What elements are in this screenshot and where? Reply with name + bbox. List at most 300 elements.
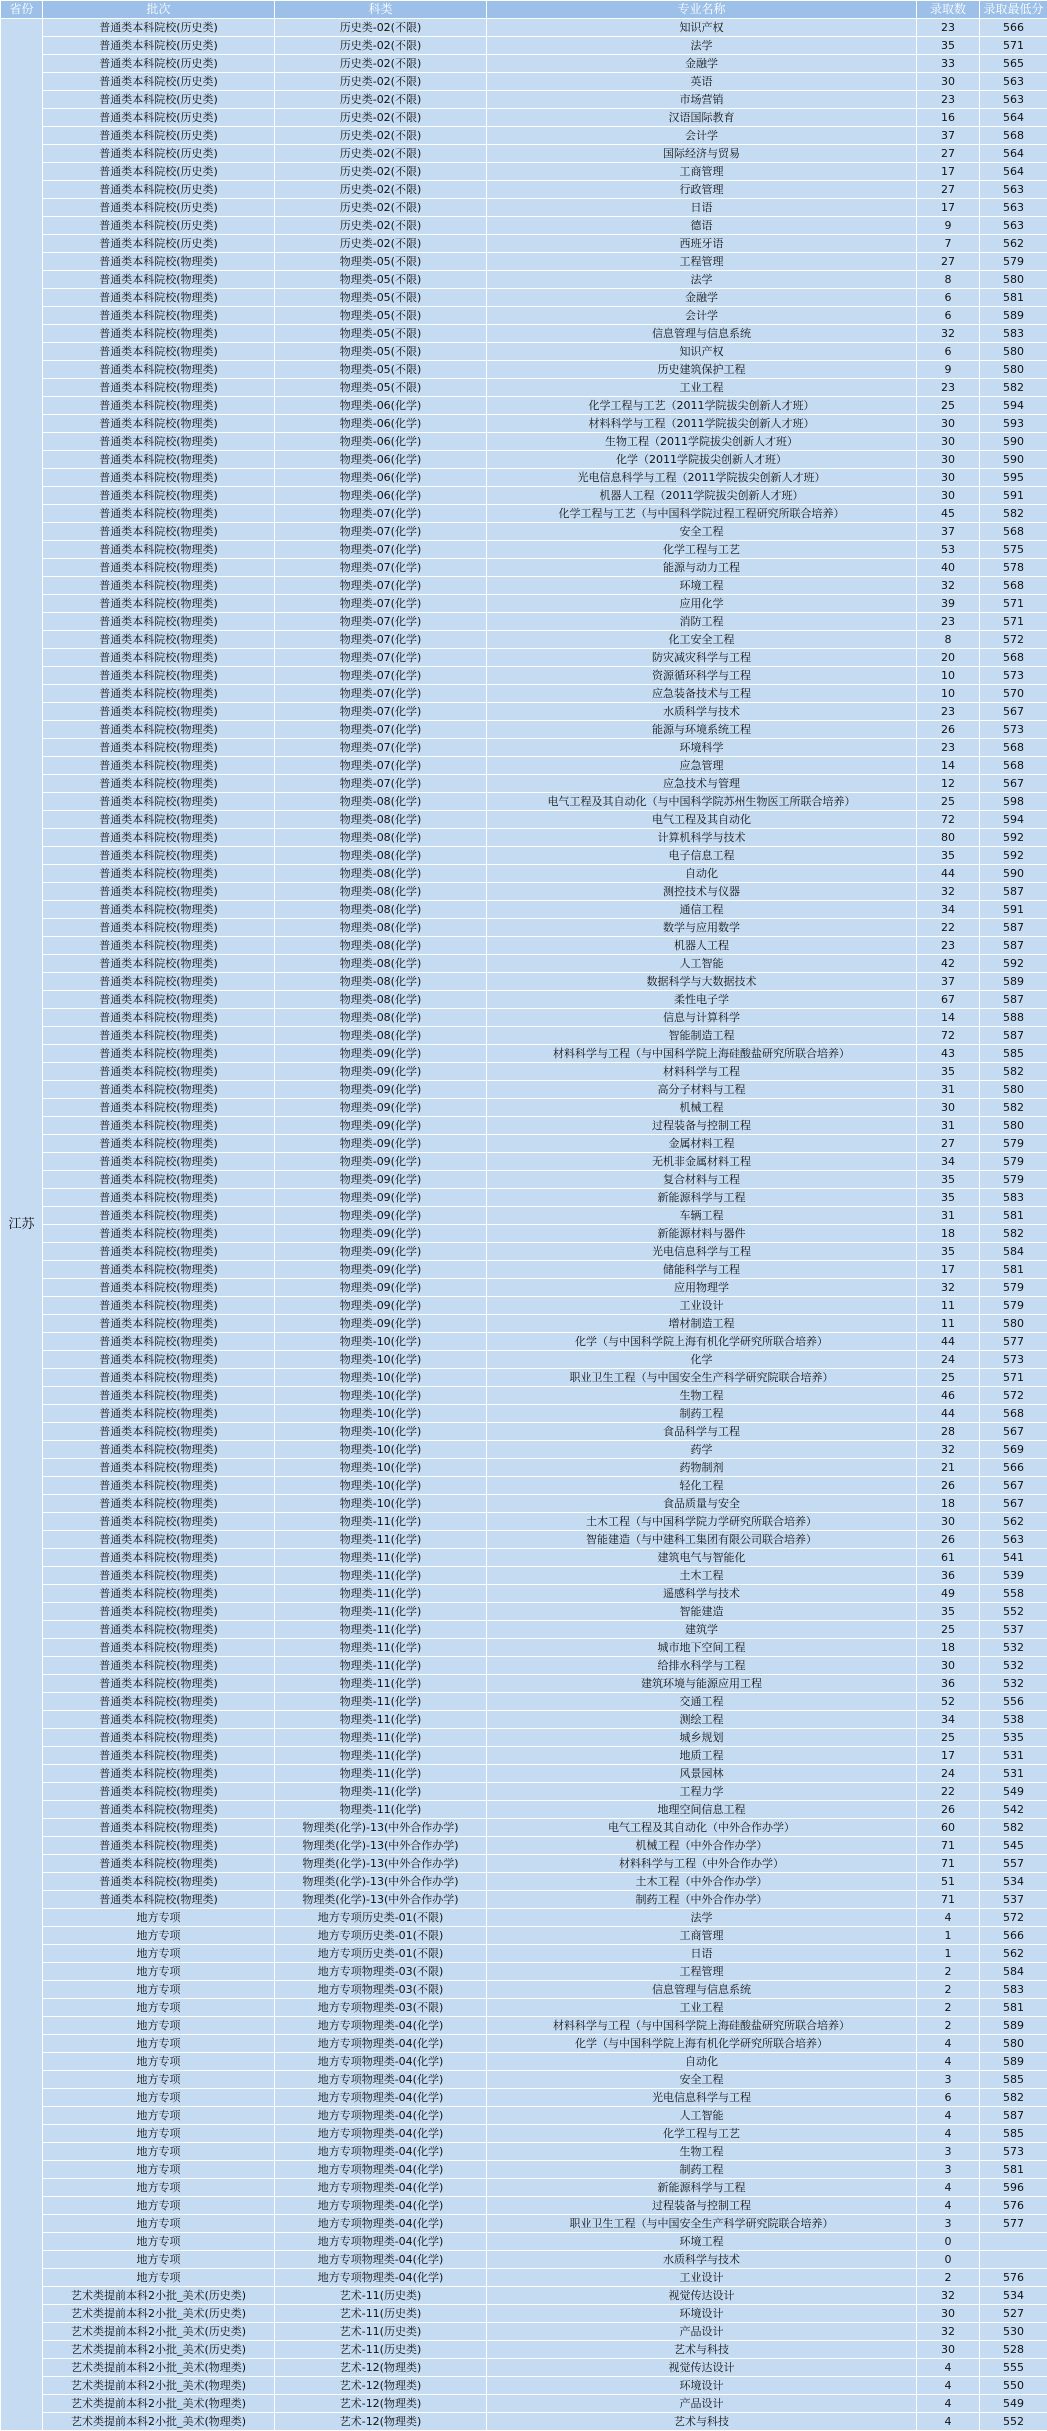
table-row bbox=[1, 2017, 1047, 2035]
cell-min-score: 557 bbox=[980, 1855, 1047, 1873]
cell-batch: 普通类本科院校(物理类) bbox=[43, 541, 275, 559]
cell-subject: 地方专项物理类-04(化学) bbox=[275, 2017, 487, 2035]
cell-min-score: 590 bbox=[980, 451, 1047, 469]
cell-batch: 普通类本科院校(物理类) bbox=[43, 1585, 275, 1603]
cell-major: 金属材料工程 bbox=[487, 1135, 917, 1153]
cell-min-score: 568 bbox=[980, 523, 1047, 541]
cell-min-score: 541 bbox=[980, 1549, 1047, 1567]
cell-major: 工程管理 bbox=[487, 253, 917, 271]
cell-subject: 物理类-11(化学) bbox=[275, 1531, 487, 1549]
cell-subject: 物理类-11(化学) bbox=[275, 1801, 487, 1819]
cell-count: 4 bbox=[917, 1909, 980, 1927]
table-row bbox=[1, 541, 1047, 559]
cell-subject: 物理类-06(化学) bbox=[275, 451, 487, 469]
table-row bbox=[1, 1351, 1047, 1369]
cell-min-score: 555 bbox=[980, 2359, 1047, 2377]
cell-subject: 物理类-07(化学) bbox=[275, 595, 487, 613]
cell-batch: 普通类本科院校(物理类) bbox=[43, 667, 275, 685]
table-row bbox=[1, 1027, 1047, 1045]
cell-batch: 普通类本科院校(物理类) bbox=[43, 1783, 275, 1801]
cell-major: 安全工程 bbox=[487, 2071, 917, 2089]
cell-count: 72 bbox=[917, 1027, 980, 1045]
table-row bbox=[1, 1837, 1047, 1855]
cell-major: 水质科学与技术 bbox=[487, 703, 917, 721]
cell-batch: 普通类本科院校(物理类) bbox=[43, 1837, 275, 1855]
cell-min-score: 587 bbox=[980, 937, 1047, 955]
cell-min-score: 581 bbox=[980, 1207, 1047, 1225]
cell-count: 7 bbox=[917, 235, 980, 253]
cell-count: 3 bbox=[917, 2215, 980, 2233]
cell-min-score: 572 bbox=[980, 1909, 1047, 1927]
cell-batch: 地方专项 bbox=[43, 2089, 275, 2107]
table-row bbox=[1, 1909, 1047, 1927]
cell-subject: 物理类-08(化学) bbox=[275, 937, 487, 955]
cell-min-score: 577 bbox=[980, 1333, 1047, 1351]
cell-subject: 地方专项物理类-04(化学) bbox=[275, 2035, 487, 2053]
cell-major: 会计学 bbox=[487, 307, 917, 325]
cell-min-score: 570 bbox=[980, 685, 1047, 703]
cell-min-score: 583 bbox=[980, 1981, 1047, 1999]
cell-batch: 普通类本科院校(物理类) bbox=[43, 1765, 275, 1783]
cell-count: 30 bbox=[917, 1099, 980, 1117]
table-row bbox=[1, 595, 1047, 613]
cell-batch: 普通类本科院校(物理类) bbox=[43, 1801, 275, 1819]
table-row bbox=[1, 721, 1047, 739]
cell-min-score: 568 bbox=[980, 1405, 1047, 1423]
cell-subject: 地方专项物理类-04(化学) bbox=[275, 2125, 487, 2143]
cell-major: 应用物理学 bbox=[487, 1279, 917, 1297]
cell-min-score: 587 bbox=[980, 883, 1047, 901]
table-row bbox=[1, 559, 1047, 577]
cell-batch: 普通类本科院校(物理类) bbox=[43, 433, 275, 451]
table-row bbox=[1, 829, 1047, 847]
cell-subject: 物理类-06(化学) bbox=[275, 469, 487, 487]
cell-batch: 普通类本科院校(物理类) bbox=[43, 397, 275, 415]
header-subject: 科类 bbox=[275, 1, 487, 19]
cell-batch: 普通类本科院校(物理类) bbox=[43, 1441, 275, 1459]
cell-min-score: 549 bbox=[980, 2395, 1047, 2413]
cell-subject: 物理类-08(化学) bbox=[275, 847, 487, 865]
cell-min-score: 584 bbox=[980, 1963, 1047, 1981]
cell-subject: 艺术-11(历史类) bbox=[275, 2305, 487, 2323]
cell-min-score: 573 bbox=[980, 2143, 1047, 2161]
cell-count: 23 bbox=[917, 19, 980, 37]
cell-count: 44 bbox=[917, 865, 980, 883]
cell-min-score: 580 bbox=[980, 343, 1047, 361]
cell-min-score: 589 bbox=[980, 973, 1047, 991]
cell-count: 26 bbox=[917, 1531, 980, 1549]
cell-min-score: 528 bbox=[980, 2341, 1047, 2359]
cell-batch: 普通类本科院校(物理类) bbox=[43, 559, 275, 577]
cell-min-score: 592 bbox=[980, 829, 1047, 847]
table-row bbox=[1, 2341, 1047, 2359]
cell-batch: 普通类本科院校(物理类) bbox=[43, 505, 275, 523]
cell-subject: 艺术-12(物理类) bbox=[275, 2359, 487, 2377]
cell-subject: 物理类-10(化学) bbox=[275, 1369, 487, 1387]
cell-min-score: 581 bbox=[980, 2161, 1047, 2179]
cell-subject: 物理类-08(化学) bbox=[275, 973, 487, 991]
cell-subject: 物理类-09(化学) bbox=[275, 1063, 487, 1081]
cell-count: 31 bbox=[917, 1117, 980, 1135]
cell-count: 34 bbox=[917, 1153, 980, 1171]
cell-batch: 普通类本科院校(物理类) bbox=[43, 865, 275, 883]
cell-count: 36 bbox=[917, 1567, 980, 1585]
table-row bbox=[1, 55, 1047, 73]
cell-batch: 普通类本科院校(物理类) bbox=[43, 271, 275, 289]
cell-subject: 物理类-08(化学) bbox=[275, 901, 487, 919]
cell-count: 30 bbox=[917, 1657, 980, 1675]
cell-count: 72 bbox=[917, 811, 980, 829]
cell-count: 32 bbox=[917, 883, 980, 901]
table-row bbox=[1, 433, 1047, 451]
cell-batch: 普通类本科院校(物理类) bbox=[43, 1351, 275, 1369]
cell-min-score: 585 bbox=[980, 2125, 1047, 2143]
cell-batch: 普通类本科院校(物理类) bbox=[43, 325, 275, 343]
cell-batch: 普通类本科院校(物理类) bbox=[43, 1261, 275, 1279]
table-row bbox=[1, 1855, 1047, 1873]
cell-subject: 历史类-02(不限) bbox=[275, 55, 487, 73]
cell-min-score: 568 bbox=[980, 127, 1047, 145]
cell-count: 32 bbox=[917, 2287, 980, 2305]
table-row bbox=[1, 469, 1047, 487]
cell-batch: 普通类本科院校(物理类) bbox=[43, 1531, 275, 1549]
table-row bbox=[1, 577, 1047, 595]
cell-subject: 艺术-11(历史类) bbox=[275, 2287, 487, 2305]
cell-count: 11 bbox=[917, 1297, 980, 1315]
cell-count: 39 bbox=[917, 595, 980, 613]
cell-major: 安全工程 bbox=[487, 523, 917, 541]
cell-batch: 艺术类提前本科2小批_美术(物理类) bbox=[43, 2413, 275, 2431]
cell-subject: 物理类-07(化学) bbox=[275, 559, 487, 577]
cell-subject: 物理类-10(化学) bbox=[275, 1477, 487, 1495]
table-row bbox=[1, 1693, 1047, 1711]
cell-batch: 普通类本科院校(物理类) bbox=[43, 469, 275, 487]
cell-min-score: 571 bbox=[980, 37, 1047, 55]
table-row bbox=[1, 1963, 1047, 1981]
cell-major: 地理空间信息工程 bbox=[487, 1801, 917, 1819]
cell-min-score: 594 bbox=[980, 397, 1047, 415]
table-row bbox=[1, 775, 1047, 793]
cell-count: 35 bbox=[917, 1171, 980, 1189]
cell-subject: 历史类-02(不限) bbox=[275, 217, 487, 235]
cell-min-score: 563 bbox=[980, 91, 1047, 109]
cell-count: 12 bbox=[917, 775, 980, 793]
cell-count: 23 bbox=[917, 937, 980, 955]
cell-subject: 物理类-10(化学) bbox=[275, 1405, 487, 1423]
cell-subject: 艺术-12(物理类) bbox=[275, 2377, 487, 2395]
cell-major: 自动化 bbox=[487, 2053, 917, 2071]
cell-count: 60 bbox=[917, 1819, 980, 1837]
cell-batch: 普通类本科院校(物理类) bbox=[43, 487, 275, 505]
cell-subject: 地方专项物理类-04(化学) bbox=[275, 2143, 487, 2161]
cell-count: 27 bbox=[917, 253, 980, 271]
cell-major: 智能建造（与中建科工集团有限公司联合培养） bbox=[487, 1531, 917, 1549]
cell-subject: 物理类-05(不限) bbox=[275, 253, 487, 271]
cell-subject: 物理类-08(化学) bbox=[275, 991, 487, 1009]
cell-batch: 艺术类提前本科2小批_美术(历史类) bbox=[43, 2305, 275, 2323]
cell-major: 化学（2011学院拔尖创新人才班） bbox=[487, 451, 917, 469]
cell-subject: 物理类-08(化学) bbox=[275, 955, 487, 973]
cell-subject: 物理类-10(化学) bbox=[275, 1387, 487, 1405]
cell-subject: 历史类-02(不限) bbox=[275, 199, 487, 217]
cell-batch: 普通类本科院校(物理类) bbox=[43, 1225, 275, 1243]
table-row bbox=[1, 109, 1047, 127]
cell-count: 6 bbox=[917, 2089, 980, 2107]
cell-major: 电气工程及其自动化（与中国科学院苏州生物医工所联合培养） bbox=[487, 793, 917, 811]
cell-subject: 地方专项物理类-04(化学) bbox=[275, 2197, 487, 2215]
table-header-row bbox=[1, 1, 1047, 19]
cell-subject: 地方专项物理类-04(化学) bbox=[275, 2089, 487, 2107]
table-row bbox=[1, 163, 1047, 181]
cell-major: 法学 bbox=[487, 1909, 917, 1927]
cell-count: 18 bbox=[917, 1225, 980, 1243]
cell-count: 21 bbox=[917, 1459, 980, 1477]
cell-subject: 物理类-11(化学) bbox=[275, 1621, 487, 1639]
cell-batch: 普通类本科院校(物理类) bbox=[43, 1387, 275, 1405]
cell-major: 数据科学与大数据技术 bbox=[487, 973, 917, 991]
cell-batch: 地方专项 bbox=[43, 2107, 275, 2125]
cell-major: 测绘工程 bbox=[487, 1711, 917, 1729]
cell-subject: 物理类-07(化学) bbox=[275, 685, 487, 703]
cell-min-score: 568 bbox=[980, 649, 1047, 667]
cell-batch: 普通类本科院校(物理类) bbox=[43, 955, 275, 973]
cell-batch: 普通类本科院校(历史类) bbox=[43, 145, 275, 163]
cell-subject: 物理类-05(不限) bbox=[275, 361, 487, 379]
cell-min-score: 592 bbox=[980, 955, 1047, 973]
cell-major: 环境设计 bbox=[487, 2377, 917, 2395]
cell-min-score: 566 bbox=[980, 1927, 1047, 1945]
table-row bbox=[1, 1135, 1047, 1153]
cell-count: 31 bbox=[917, 1207, 980, 1225]
cell-batch: 普通类本科院校(物理类) bbox=[43, 1711, 275, 1729]
cell-batch: 普通类本科院校(历史类) bbox=[43, 109, 275, 127]
cell-count: 26 bbox=[917, 721, 980, 739]
cell-batch: 普通类本科院校(历史类) bbox=[43, 127, 275, 145]
table-row bbox=[1, 2395, 1047, 2413]
table-row bbox=[1, 667, 1047, 685]
table-row bbox=[1, 1117, 1047, 1135]
cell-batch: 普通类本科院校(物理类) bbox=[43, 1657, 275, 1675]
table-row bbox=[1, 1783, 1047, 1801]
cell-major: 通信工程 bbox=[487, 901, 917, 919]
cell-subject: 物理类-07(化学) bbox=[275, 757, 487, 775]
cell-subject: 物理类-05(不限) bbox=[275, 379, 487, 397]
cell-major: 会计学 bbox=[487, 127, 917, 145]
cell-major: 机器人工程（2011学院拔尖创新人才班） bbox=[487, 487, 917, 505]
cell-batch: 普通类本科院校(物理类) bbox=[43, 1549, 275, 1567]
cell-major: 自动化 bbox=[487, 865, 917, 883]
cell-major: 人工智能 bbox=[487, 955, 917, 973]
cell-subject: 物理类-08(化学) bbox=[275, 793, 487, 811]
cell-min-score: 579 bbox=[980, 1279, 1047, 1297]
table-row bbox=[1, 685, 1047, 703]
table-row bbox=[1, 379, 1047, 397]
table-row bbox=[1, 1243, 1047, 1261]
cell-major: 工程管理 bbox=[487, 1963, 917, 1981]
cell-min-score: 568 bbox=[980, 577, 1047, 595]
cell-major: 新能源材料与器件 bbox=[487, 1225, 917, 1243]
cell-batch: 艺术类提前本科2小批_美术(物理类) bbox=[43, 2395, 275, 2413]
cell-min-score: 563 bbox=[980, 199, 1047, 217]
cell-major: 工商管理 bbox=[487, 163, 917, 181]
cell-major: 化学工程与工艺（与中国科学院过程工程研究所联合培养） bbox=[487, 505, 917, 523]
cell-count: 67 bbox=[917, 991, 980, 1009]
cell-min-score: 563 bbox=[980, 181, 1047, 199]
cell-min-score: 576 bbox=[980, 2269, 1047, 2287]
table-row bbox=[1, 505, 1047, 523]
cell-batch: 普通类本科院校(物理类) bbox=[43, 1621, 275, 1639]
cell-min-score: 579 bbox=[980, 253, 1047, 271]
cell-min-score: 581 bbox=[980, 289, 1047, 307]
cell-major: 环境设计 bbox=[487, 2305, 917, 2323]
cell-major: 视觉传达设计 bbox=[487, 2359, 917, 2377]
cell-batch: 普通类本科院校(物理类) bbox=[43, 1513, 275, 1531]
cell-major: 环境科学 bbox=[487, 739, 917, 757]
cell-major: 新能源科学与工程 bbox=[487, 2179, 917, 2197]
cell-major: 增材制造工程 bbox=[487, 1315, 917, 1333]
table-row bbox=[1, 307, 1047, 325]
cell-count: 2 bbox=[917, 2017, 980, 2035]
cell-count: 30 bbox=[917, 2341, 980, 2359]
cell-batch: 普通类本科院校(物理类) bbox=[43, 361, 275, 379]
cell-min-score: 580 bbox=[980, 1315, 1047, 1333]
cell-min-score: 588 bbox=[980, 1009, 1047, 1027]
cell-count: 35 bbox=[917, 1603, 980, 1621]
cell-batch: 艺术类提前本科2小批_美术(历史类) bbox=[43, 2287, 275, 2305]
cell-min-score: 571 bbox=[980, 1369, 1047, 1387]
cell-batch: 普通类本科院校(物理类) bbox=[43, 1333, 275, 1351]
cell-count: 9 bbox=[917, 361, 980, 379]
cell-major: 金融学 bbox=[487, 55, 917, 73]
table-row bbox=[1, 2071, 1047, 2089]
cell-batch: 普通类本科院校(物理类) bbox=[43, 775, 275, 793]
cell-count: 33 bbox=[917, 55, 980, 73]
cell-batch: 普通类本科院校(物理类) bbox=[43, 649, 275, 667]
cell-subject: 物理类(化学)-13(中外合作办学) bbox=[275, 1891, 487, 1909]
table-row bbox=[1, 847, 1047, 865]
cell-count: 31 bbox=[917, 1081, 980, 1099]
cell-major: 交通工程 bbox=[487, 1693, 917, 1711]
cell-min-score: 580 bbox=[980, 361, 1047, 379]
cell-count: 23 bbox=[917, 91, 980, 109]
cell-subject: 物理类-07(化学) bbox=[275, 775, 487, 793]
cell-batch: 普通类本科院校(物理类) bbox=[43, 1693, 275, 1711]
table-row bbox=[1, 1189, 1047, 1207]
cell-batch: 普通类本科院校(物理类) bbox=[43, 1459, 275, 1477]
cell-subject: 物理类-11(化学) bbox=[275, 1657, 487, 1675]
cell-subject: 物理类-10(化学) bbox=[275, 1333, 487, 1351]
table-row bbox=[1, 1711, 1047, 1729]
table-row bbox=[1, 2143, 1047, 2161]
cell-batch: 普通类本科院校(物理类) bbox=[43, 1891, 275, 1909]
cell-subject: 物理类-06(化学) bbox=[275, 397, 487, 415]
cell-count: 35 bbox=[917, 847, 980, 865]
cell-subject: 物理类(化学)-13(中外合作办学) bbox=[275, 1855, 487, 1873]
cell-count: 53 bbox=[917, 541, 980, 559]
cell-batch: 普通类本科院校(物理类) bbox=[43, 1063, 275, 1081]
cell-count: 3 bbox=[917, 2071, 980, 2089]
cell-min-score: 598 bbox=[980, 793, 1047, 811]
cell-major: 材料科学与工程（与中国科学院上海硅酸盐研究所联合培养） bbox=[487, 2017, 917, 2035]
cell-subject: 物理类-09(化学) bbox=[275, 1297, 487, 1315]
cell-major: 食品质量与安全 bbox=[487, 1495, 917, 1513]
cell-min-score: 579 bbox=[980, 1135, 1047, 1153]
cell-subject: 物理类-09(化学) bbox=[275, 1279, 487, 1297]
cell-major: 化工安全工程 bbox=[487, 631, 917, 649]
table-row bbox=[1, 937, 1047, 955]
cell-major: 风景园林 bbox=[487, 1765, 917, 1783]
cell-count: 22 bbox=[917, 1783, 980, 1801]
cell-count: 17 bbox=[917, 163, 980, 181]
cell-min-score: 567 bbox=[980, 1477, 1047, 1495]
cell-count: 30 bbox=[917, 1513, 980, 1531]
cell-min-score: 571 bbox=[980, 613, 1047, 631]
cell-major: 能源与动力工程 bbox=[487, 559, 917, 577]
cell-count: 11 bbox=[917, 1315, 980, 1333]
cell-major: 给排水科学与工程 bbox=[487, 1657, 917, 1675]
cell-batch: 普通类本科院校(物理类) bbox=[43, 1747, 275, 1765]
cell-major: 机械工程 bbox=[487, 1099, 917, 1117]
table-row bbox=[1, 883, 1047, 901]
cell-min-score: 562 bbox=[980, 1513, 1047, 1531]
cell-major: 储能科学与工程 bbox=[487, 1261, 917, 1279]
cell-min-score: 527 bbox=[980, 2305, 1047, 2323]
table-row bbox=[1, 1981, 1047, 1999]
cell-subject: 物理类-11(化学) bbox=[275, 1693, 487, 1711]
cell-batch: 普通类本科院校(历史类) bbox=[43, 91, 275, 109]
cell-subject: 物理类(化学)-13(中外合作办学) bbox=[275, 1819, 487, 1837]
cell-major: 药学 bbox=[487, 1441, 917, 1459]
cell-subject: 物理类-11(化学) bbox=[275, 1783, 487, 1801]
table-row bbox=[1, 1009, 1047, 1027]
cell-count: 3 bbox=[917, 2161, 980, 2179]
cell-batch: 地方专项 bbox=[43, 2125, 275, 2143]
table-row bbox=[1, 1567, 1047, 1585]
cell-batch: 普通类本科院校(物理类) bbox=[43, 1297, 275, 1315]
cell-count: 61 bbox=[917, 1549, 980, 1567]
cell-major: 土木工程 bbox=[487, 1567, 917, 1585]
cell-subject: 物理类-10(化学) bbox=[275, 1441, 487, 1459]
cell-subject: 物理类-11(化学) bbox=[275, 1603, 487, 1621]
table-row bbox=[1, 2035, 1047, 2053]
cell-count: 34 bbox=[917, 1711, 980, 1729]
cell-batch: 普通类本科院校(物理类) bbox=[43, 1603, 275, 1621]
cell-batch: 地方专项 bbox=[43, 2071, 275, 2089]
cell-batch: 地方专项 bbox=[43, 2179, 275, 2197]
cell-batch: 地方专项 bbox=[43, 2143, 275, 2161]
cell-subject: 物理类-07(化学) bbox=[275, 667, 487, 685]
cell-count: 3 bbox=[917, 2143, 980, 2161]
cell-count: 37 bbox=[917, 973, 980, 991]
cell-subject: 艺术-12(物理类) bbox=[275, 2395, 487, 2413]
cell-subject: 物理类-07(化学) bbox=[275, 541, 487, 559]
cell-batch: 地方专项 bbox=[43, 1909, 275, 1927]
cell-subject: 地方专项物理类-04(化学) bbox=[275, 2269, 487, 2287]
cell-min-score: 530 bbox=[980, 2323, 1047, 2341]
cell-batch: 普通类本科院校(历史类) bbox=[43, 217, 275, 235]
cell-major: 人工智能 bbox=[487, 2107, 917, 2125]
cell-count: 6 bbox=[917, 289, 980, 307]
cell-batch: 普通类本科院校(物理类) bbox=[43, 1369, 275, 1387]
table-row bbox=[1, 1513, 1047, 1531]
cell-major: 城市地下空间工程 bbox=[487, 1639, 917, 1657]
cell-batch: 普通类本科院校(物理类) bbox=[43, 883, 275, 901]
cell-subject: 物理类-05(不限) bbox=[275, 289, 487, 307]
table-row bbox=[1, 1315, 1047, 1333]
cell-batch: 普通类本科院校(历史类) bbox=[43, 19, 275, 37]
cell-count: 35 bbox=[917, 1063, 980, 1081]
table-row bbox=[1, 973, 1047, 991]
